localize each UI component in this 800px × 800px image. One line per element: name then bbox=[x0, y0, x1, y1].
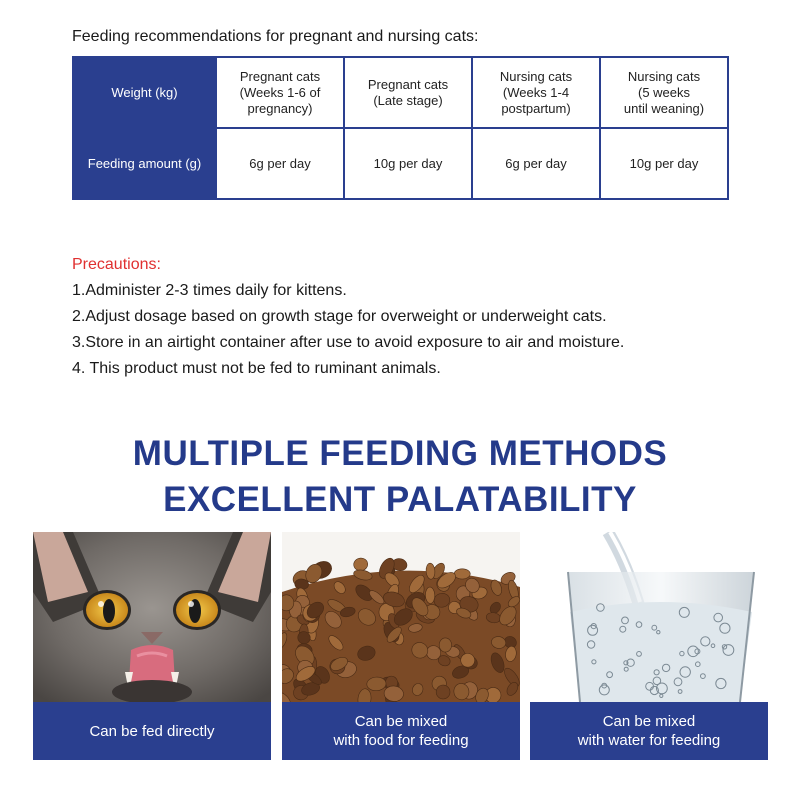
kibble-piece bbox=[439, 638, 452, 653]
header-line: (5 weeks bbox=[637, 84, 691, 100]
column-header-nursing-early bbox=[472, 57, 600, 128]
precaution-item: 4. This product must not be fed to ruminant animals. bbox=[72, 360, 441, 377]
card-caption bbox=[530, 702, 768, 760]
header-line: pregnancy) bbox=[247, 100, 313, 116]
water-glass-photo bbox=[530, 532, 768, 702]
amount-cell: 6g per day bbox=[472, 128, 600, 199]
header-weight-cell: Weight (kg) bbox=[73, 57, 216, 128]
caption-line: with food for feeding bbox=[333, 732, 469, 749]
caption-line: Can be mixed bbox=[602, 713, 696, 730]
column-header-pregnant-late bbox=[344, 57, 472, 128]
caption-line: Can be fed directly bbox=[89, 722, 215, 740]
feeding-card-food bbox=[282, 532, 520, 760]
cat-kibble-photo bbox=[282, 532, 520, 702]
header-line: Nursing cats bbox=[627, 68, 701, 84]
feeding-card-direct bbox=[33, 532, 271, 760]
precautions-section bbox=[72, 252, 624, 382]
kibble-piece bbox=[425, 587, 435, 604]
header-line: (Weeks 1-6 of bbox=[239, 84, 321, 100]
header-line: postpartum) bbox=[501, 100, 571, 116]
column-header-nursing-late bbox=[600, 57, 728, 128]
headline-line-1: MULTIPLE FEEDING METHODS bbox=[132, 434, 668, 473]
header-line: (Weeks 1-4 bbox=[502, 84, 570, 100]
precaution-item: 1.Administer 2-3 times daily for kittens. bbox=[72, 282, 347, 299]
caption-line: Can be mixed bbox=[354, 713, 448, 730]
feeding-table bbox=[72, 56, 729, 200]
card-caption bbox=[282, 702, 520, 760]
intro-text: Feeding recommendations for pregnant and nursing cats: bbox=[72, 28, 479, 45]
header-line: Pregnant cats bbox=[239, 68, 321, 84]
amount-cell: 10g per day bbox=[344, 128, 472, 199]
headline-line-2: EXCELLENT PALATABILITY bbox=[163, 480, 637, 519]
caption-line: with water for feeding bbox=[577, 732, 721, 749]
table-row bbox=[73, 57, 728, 128]
card-caption bbox=[33, 702, 271, 760]
column-header-pregnant-early bbox=[216, 57, 344, 128]
amount-cell: 10g per day bbox=[600, 128, 728, 199]
cat-licking-photo bbox=[33, 532, 271, 702]
table-row bbox=[73, 128, 728, 199]
precautions-title: Precautions: bbox=[72, 256, 161, 273]
row-label-feeding-amount: Feeding amount (g) bbox=[73, 128, 216, 199]
header-line: until weaning) bbox=[623, 100, 705, 116]
header-line: (Late stage) bbox=[373, 92, 443, 108]
precaution-item: 2.Adjust dosage based on growth stage for overweight or underweight cats. bbox=[72, 308, 607, 325]
amount-cell: 6g per day bbox=[216, 128, 344, 199]
kibble-piece bbox=[454, 569, 470, 579]
header-line: Nursing cats bbox=[499, 68, 573, 84]
feeding-card-water bbox=[530, 532, 768, 760]
precaution-item: 3.Store in an airtight container after use to avoid exposure to air and moisture. bbox=[72, 334, 625, 351]
header-line: Pregnant cats bbox=[367, 76, 449, 92]
